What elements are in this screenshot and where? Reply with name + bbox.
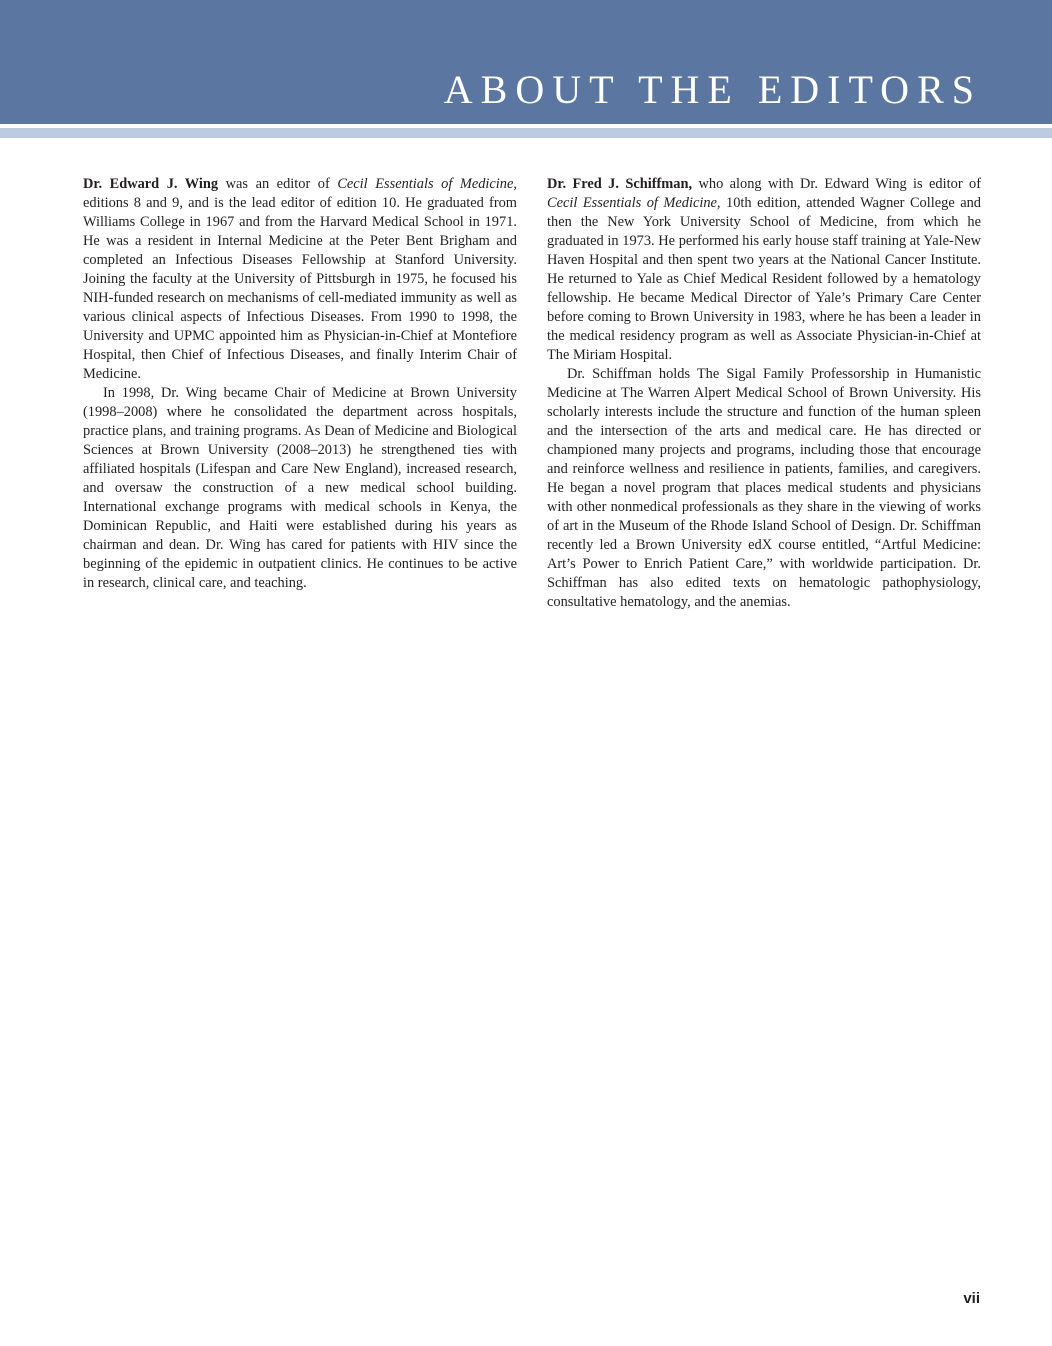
page-number: vii [963, 1290, 980, 1307]
wing-name: Dr. Edward J. Wing [83, 176, 219, 192]
schiffman-bio-paragraph-1 [547, 175, 981, 365]
right-column [547, 175, 981, 612]
wing-bio-text-1: was an editor of [218, 176, 338, 192]
wing-bio-paragraph-1 [83, 175, 517, 384]
header-banner [0, 0, 1052, 124]
page-title: ABOUT THE EDITORS [443, 67, 982, 112]
schiffman-name: Dr. Fred J. Schiffman, [547, 176, 693, 192]
schiffman-book-title: Cecil Essentials of Medicine, [547, 195, 721, 211]
left-column [83, 175, 517, 593]
schiffman-bio-text-2: 10th edition, attended Wagner College and then the New York University School of Medicine, from which he graduated in 1973. He performed his early house staff training at Yale-New Haven Hospital and then spent two years at the National Cancer Institute. He returned to Yale as Chief Medical Resident followed by a hematology fellowship. He became Medical Director of Yale’s Primary Care Center before coming to Brown University in 1983, where he has been a leader in the medical residency program as well as Associate Physician-in-Chief at The Miriam Hospital. [547, 195, 981, 363]
wing-bio-paragraph-2: In 1998, Dr. Wing became Chair of Medicine at Brown University (1998–2008) where he consolidated the department across hospitals, practice plans, and training programs. As Dean of Medicine and Biological Sciences at Brown University (2008–2013) he strengthened ties with affiliated hospitals (Lifespan and Care New England), increased research, and oversaw the construction of a new medical school building. International exchange programs with medical schools in Kenya, the Dominican Republic, and Haiti were established during his years as chairman and dean. Dr. Wing has cared for patients with HIV since the beginning of the epidemic in outpatient clinics. He continues to be active in research, clinical care, and teaching. [83, 385, 517, 591]
header-stripe [0, 128, 1052, 138]
schiffman-bio-paragraph-2: Dr. Schiffman holds The Sigal Family Professorship in Humanistic Medicine at The Warren Alpert Medical School of Brown University. His scholarly interests include the structure and function of the human spleen and the intersection of the arts and medical care. He has directed or championed many projects and programs, including those that encourage and reinforce wellness and resilience in patients, families, and caregivers. He began a novel program that places medical students and physicians with other nonmedical professionals as they share in the viewing of works of art in the Museum of the Rhode Island School of Design. Dr. Schiffman recently led a Brown University edX course entitled, “Artful Medicine: Art’s Power to Enrich Patient Care,” with worldwide participation. Dr. Schiffman has also edited texts on hematologic pathophysiology, consultative hematology, and the anemias. [547, 366, 981, 610]
wing-book-title: Cecil Essentials of Medicine, [337, 176, 517, 192]
schiffman-bio-text-1: who along with Dr. Edward Wing is editor of [692, 176, 981, 192]
wing-bio-text-2: editions 8 and 9, and is the lead editor of edition 10. He graduated from Williams College in 1967 and from the Harvard Medical School in 1971. He was a resident in Internal Medicine at the Peter Bent Brigham and completed an Infectious Diseases Fellowship at Stanford University. Joining the faculty at the University of Pittsburgh in 1975, he focused his NIH-funded research on mechanisms of cell-mediated immunity as well as various clinical aspects of Infectious Diseases. From 1990 to 1998, the University and UPMC appointed him as Physician-in-Chief at Montefiore Hospital, then Chief of Infectious Diseases, and finally Interim Chair of Medicine. [83, 195, 517, 382]
